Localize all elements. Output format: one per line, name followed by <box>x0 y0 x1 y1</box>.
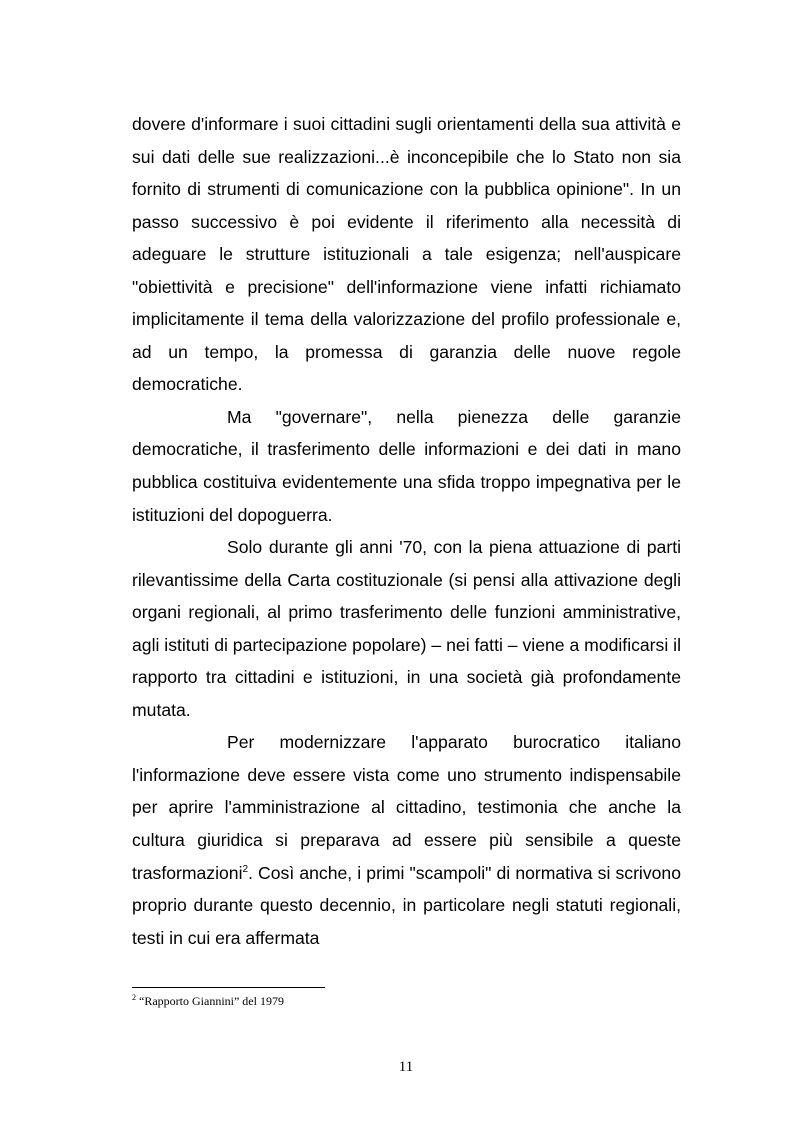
footnote <box>132 994 681 1008</box>
paragraph-2: Ma "governare", nella pienezza delle garanzie democratiche, il trasferimento delle informazioni e dei dati in mano pubblica costituiva evidentemente una sfida troppo impegnativa per le istituzioni del dopoguerra. <box>132 406 681 525</box>
paragraph-4 <box>132 726 681 954</box>
footnote-reference: 2 <box>242 863 249 875</box>
footnote-number: 2 <box>132 993 136 1002</box>
body-text <box>132 108 681 954</box>
paragraph-4-text-after-ref: . Così anche, i primi "scampoli" di normativa si scrivono proprio durante questo decennio, in particolare negli statuti regionali, testi in cui era affermata <box>132 862 681 948</box>
paragraph-3: Solo durante gli anni '70, con la piena attuazione di parti rilevantissime della Carta costituzionale (si pensi alla attivazione degli organi regionali, al primo trasferimento delle funzioni amministrative, agli istituti di partecipazione popolare) – nei fatti – viene a modificarsi il rapporto tra cittadini e istituzioni, in una società già profondamente mutata. <box>132 537 681 720</box>
paragraph-1: dovere d'informare i suoi cittadini sugli orientamenti della sua attività e sui dati delle sue realizzazioni...è inconcepibile che lo Stato non sia fornito di strumenti di comunicazione con la pubblica opinione". In un passo successivo è poi evidente il riferimento alla necessità di adeguare le strutture istituzionali a tale esigenza; nell'auspicare "obiettività e precisione" dell'informazione viene infatti richiamato implicitamente il tema della valorizzazione del profilo professionale e, ad un tempo, la promessa di garanzia delle nuove regole democratiche. <box>132 114 681 395</box>
paragraph-4-text-before-ref: Per modernizzare l'apparato burocratico italiano l'informazione deve essere vista come uno strumento indispensabile per aprire l'amministrazione al cittadino, testimonia che anche la cultura giuridica si preparava ad essere più sensibile a queste trasformazioni <box>132 732 681 883</box>
footnote-divider <box>132 987 325 988</box>
page-number: 11 <box>398 1059 414 1075</box>
footnote-text: “Rapporto Giannini” del 1979 <box>136 994 284 1008</box>
